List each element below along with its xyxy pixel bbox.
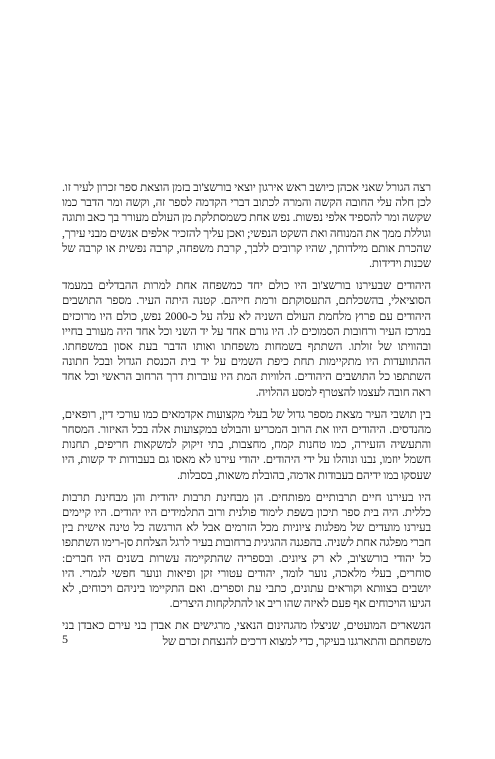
paragraph-4: היו בעירנו חיים תרבותיים מפותחים. הן מבחינת תרבות יהודית והן מבחינת תרבות כללית. היה בית ספר תיכון בשפת לימוד פולנית ורוב התלמידים היו יהודים. היו קיימים בעירנו מועדים של מפלגות ציוניות מכל הזרמים אבל לא הורגשה כל טינה אישית בין חברי מפלגה אחת לשניה. בהפגנה ההגיגית ברחובות בעיר לרגל הצלחת סן-רימו השתתפו כל יהודי בורשצ'וב, לא רק ציונים. ובספריה שהתקיימה עשרות בשנים היו חברים: סוחרים, בעלי מלאכה, נוער לומד, יהודים עטורי זקן ופיאות ונוער חפשי לגמרי. היו יושבים בצוותא וקוראים עתונים, כתבי עת וספרים. ואם התקיימו ביניהם ויכוחים, לא הגיעו הויכוחים אף פעם לאיזה שהו ריב או להתלקחות היצרים. (62, 490, 431, 611)
paragraph-1: רצה הגורל שאני אכהן כיושב ראש אירגון יוצאי בורשצ'וב בזמן הוצאת ספר זכרון לעיר זו. לכן חלה עלי החובה הקשה והמרה לכתוב דברי הקדמה לספר זה, וקשה ומר הדבר כמו שקשה ומר להספיד אלפי נפשות. נפש אחת כשמסתלקת מן העולם מעורר בך כאב ותוגה וגוללת ממך את המנוחה ואת השקט הנפשי; ואכן עליך להזכיר אלפים אנשים מבני עירך, שהכרת אותם מילדותך, שהיו קרובים ללבך, קרבת משפחה, קרבה נפשית או קרבה של שכנות וידידות. (62, 181, 431, 271)
paragraph-2: היהודים שבעירנו בורשצ'וב היו כולם יחד כמשפחה אחת למרות ההבדלים במעמד הסוציאלי, בהשכלתם, התעסוקתם ורמת חייהם. קטנה היתה העיר. מספר התושבים היהודים עם פרוץ מלחמת העולם השניה לא עלה על כ-2000 נפש, כולם היו מרוכזים במרכז העיר ורחובות הסמוכים לו. היו גורם אחד על יד השני וכל אחד היה מעורב בחייו ובהוויתו של זולתו. השתתף בשמחות משפחתו ואותו הדבר בעת אסון במשפחתו. ההתוועדות היו מתקיימות תחת כיפת השמים על יד בית הכנסת הגדול ובכל חתונה השתתפו כל התושבים היהודים. הלוויות המת היו עוברות דרך הרחוב הראשי וכל אחד ראה חובה לעצמו להצטרף למסע ההלויה. (62, 279, 431, 399)
paragraph-3: בין תושבי העיר מצאת מספר גדול של בעלי מקצועות אקדמאים כמו עורכי דין, רופאים, מהנדסים. היהודים היוו את הרוב המכריע והבולט במקצועות אלה בכל האיזור. המסחר והתעשיה הזעירה, כמו טחנות קמח, מחצבות, בתי זיקוק למשקאות חריפים, תחנות חשמל יוזמו, נבנו ונוהלו על ידי היהודים. יהודי עירנו לא מאסו גם בעבודות יד קשות, היו שעסקו במו ידיהם בעבודות אדמה, בהובלת משאות, בסבלות. (62, 407, 431, 482)
page-number: 5 (62, 632, 68, 646)
paragraph-5: הנשארים המועטים, שניצלו מהגהינום הנאצי, מרגישים את אבדן בני עירם כאבדן בני משפחתם והתארגנו בעיקר, כדי למצוא דרכים להנצחת זכרם של (62, 619, 431, 648)
body-text (62, 180, 431, 649)
